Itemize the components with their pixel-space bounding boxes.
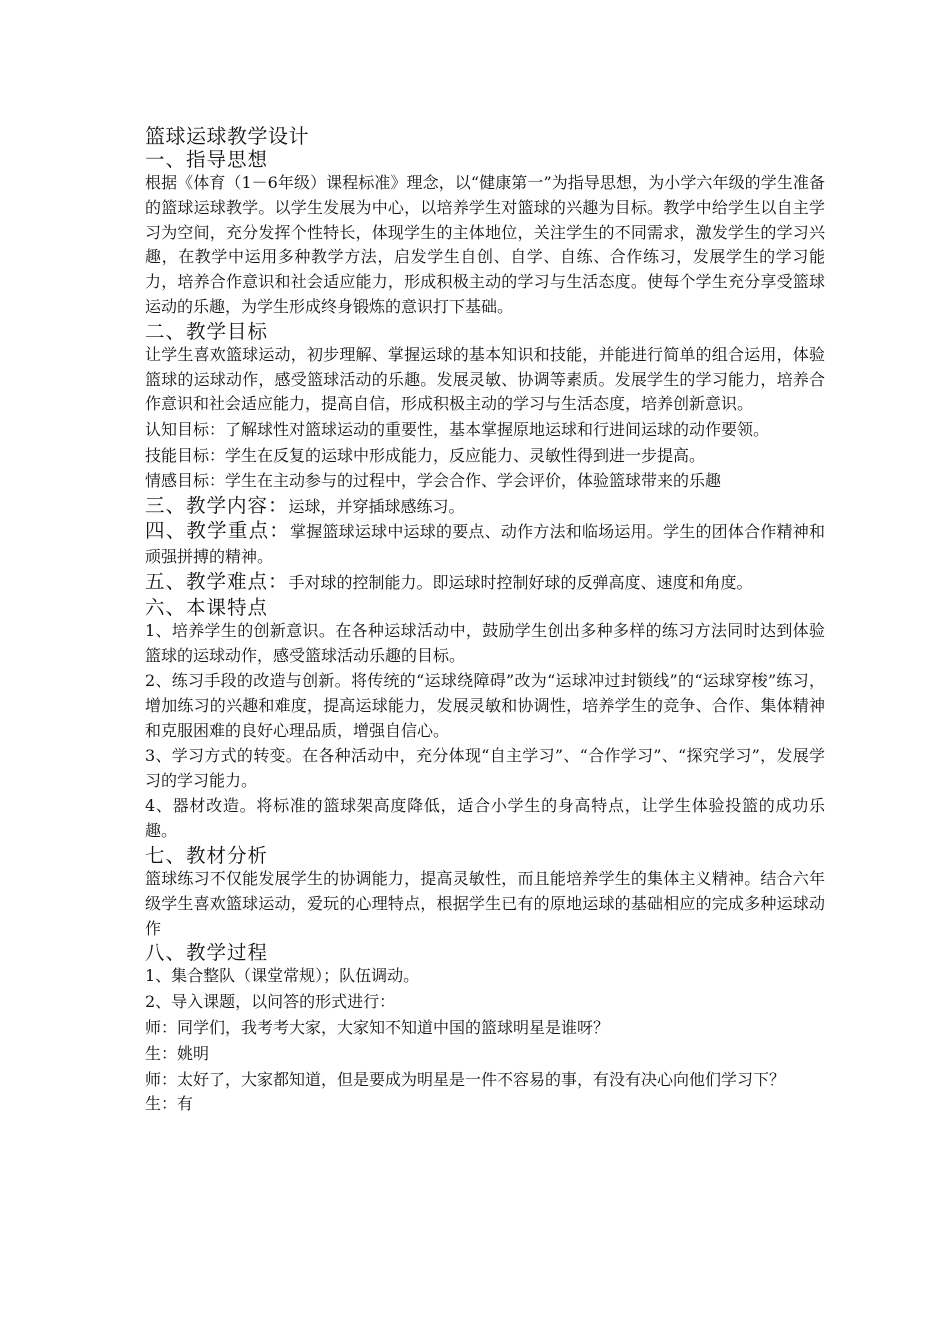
section-paragraph: 2、导入课题，以问答的形式进行：	[145, 992, 396, 1012]
section-key-points	[145, 519, 825, 570]
section-paragraph: 2、练习手段的改造与创新。将传统的“运球绕障碍”改为“运球冲过封锁线”的“运球穿梭”练习，增加练习的兴趣和难度，提高运球能力，发展灵敏和协调性，培养学生的竞争、合作、集体精神和克服困难的良好心理品质，增强自信心。	[145, 671, 825, 740]
section-paragraph: 情感目标：学生在主动参与的过程中，学会合作、学会评价，体验篮球带来的乐趣	[145, 470, 722, 490]
section-heading-difficulties: 五、教学难点：	[145, 569, 289, 593]
document-page	[145, 124, 825, 1117]
section-paragraph: 生：姚明	[145, 1043, 210, 1063]
section-heading-guiding-ideology: 一、指导思想	[145, 148, 269, 171]
section-heading-teaching-content: 三、教学内容：	[145, 493, 289, 517]
section-heading-key-points: 四、教学重点：	[145, 519, 291, 543]
section-inline-text: 运球，并穿插球感练习。	[288, 496, 465, 516]
section-teaching-content	[145, 494, 825, 520]
section-paragraph: 根据《体育（1－6年级）课程标准》理念，以“健康第一”为指导思想，为小学六年级的学生准备的篮球运球教学。以学生发展为中心，以培养学生对篮球的兴趣为目标。教学中给学生以自主学习为空间，充分发挥个性特长，体现学生的主体地位，关注学生的不同需求，激发学生的学习兴趣，在教学中运用多种教学方法，启发学生自创、自学、自练、合作练习，发展学生的学习能力，培养合作意识和社会适应能力，形成积极主动的学习与生活态度。使每个学生充分享受篮球运动的乐趣，为学生形成终身锻炼的意识打下基础。	[145, 173, 825, 316]
section-paragraph: 3、学习方式的转变。在各种活动中，充分体现“自主学习”、“合作学习”、“探究学习”，发展学习的学习能力。	[145, 745, 825, 790]
section-inline-text: 手对球的控制能力。即运球时控制好球的反弹高度、速度和角度。	[288, 572, 753, 592]
section-paragraph: 师：太好了，大家都知道，但是要成为明星是一件不容易的事，有没有决心向他们学习下？	[145, 1069, 786, 1089]
section-heading-course-features: 六、本课特点	[145, 595, 269, 619]
section-heading-material-analysis: 七、教材分析	[145, 843, 269, 867]
section-heading-teaching-goals: 二、教学目标	[145, 319, 269, 343]
section-heading-teaching-process: 八、教学过程	[145, 941, 269, 965]
section-paragraph: 技能目标：学生在反复的运球中形成能力，反应能力、灵敏性得到进一步提高。	[145, 445, 706, 465]
section-paragraph: 4、器材改造。将标准的篮球架高度降低，适合小学生的身高特点，让学生体验投篮的成功乐趣。	[145, 796, 825, 841]
section-difficulties	[145, 570, 825, 596]
section-paragraph: 1、集合整队（课堂常规）；队伍调动。	[145, 966, 420, 986]
section-paragraph: 让学生喜欢篮球运动，初步理解、掌握运球的基本知识和技能，并能进行简单的组合运用，体验篮球的运球动作，感受篮球活动的乐趣。发展灵敏、协调等素质。发展学生的学习能力，培养合作意识和社会适应能力，提高自信，形成积极主动的学习与生活态度，培养创新意识。	[145, 344, 825, 414]
section-paragraph: 篮球练习不仅能发展学生的协调能力，提高灵敏性，而且能培养学生的集体主义精神。结合六年级学生喜欢篮球运动，爱玩的心理特点，根据学生已有的原地运球的基础相应的完成多种运球动作	[145, 868, 825, 938]
document-title: 篮球运球教学设计	[145, 124, 309, 148]
section-paragraph: 1、培养学生的创新意识。在各种运球活动中，鼓励学生创出多种多样的练习方法同时达到体验篮球的运球动作，感受篮球活动乐趣的目标。	[145, 620, 825, 665]
section-paragraph: 认知目标：了解球性对篮球运动的重要性，基本掌握原地运球和行进间运球的动作要领。	[145, 420, 770, 440]
section-paragraph: 生：有	[145, 1094, 194, 1114]
section-inline-text: 掌握篮球运球中运球的要点、动作方法和临场运用。学生的团体合作精神和顽强拼搏的精神。	[145, 522, 825, 567]
section-paragraph: 师：同学们，我考考大家，大家知不知道中国的篮球明星是谁呀？	[145, 1017, 610, 1037]
